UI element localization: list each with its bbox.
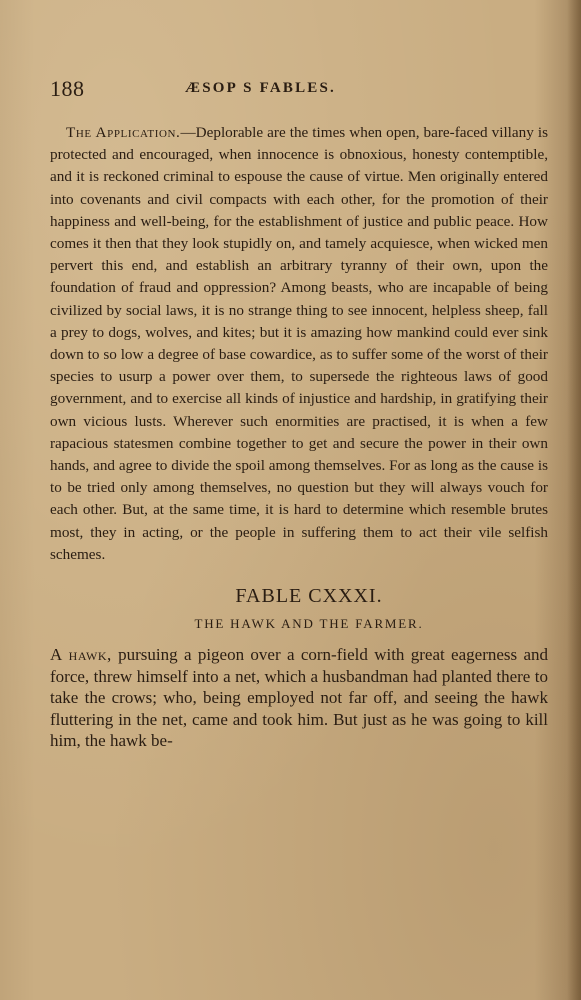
fable-lead: A hawk, [50, 645, 112, 665]
running-head [50, 76, 548, 106]
application-text: —Deplorable are the times when open, bare-faced villany is protected and encouraged, when innocence is obnoxious, honesty contemptible, and it is reckoned criminal to espouse the cause of virtue. Men originally entered into covenants and civil compacts with each other, for the promotion of their happiness and well-being, for the establishment of justice and public peace. How comes it then that they look stupidly on, and tamely acquiesce, when wicked men pervert this end, and establish an arbitrary tyranny of their own, upon the foundation of fraud and oppression? Among beasts, who are incapable of being civilized by social laws, it is no strange thing to see innocent, helpless sheep, fall a prey to dogs, wolves, and kites; but it is amazing how mankind could ever sink down to so low a degree of base cowardice, as to suffer some of the worst of their species to usurp a power over them, to supersede the righteous laws of good government, and to exercise all kinds of injustice and hardship, in gratifying their own vicious lusts. Wherever such enormities are practised, it is when a few rapacious statesmen combine together to get and secure the power in their own hands, and agree to divide the spoil among themselves. For as long as the cause is to be tried only among themselves, no question but they will always vouch for each other. But, at the same time, it is hard to determine which resemble brutes most, they in acting, or the people in suffering them to act their vile selfish schemes. [50, 124, 548, 563]
application-lead: The Application. [66, 124, 181, 141]
fable-text: pursuing a pigeon over a corn-field with great eagerness and force, threw himself into a net, which a husbandman had planted there to take the crows; who, being employed not far off, and seeing the hawk fluttering in the net, came and took him. But just as he was going to kill him, the hawk be- [50, 645, 549, 751]
fable-number: FABLE CXXXI. [235, 585, 383, 608]
page-edge-shadow [567, 0, 581, 1000]
fable-paragraph [50, 644, 548, 752]
running-title: ÆSOP S FABLES. [185, 80, 336, 96]
page-number: 188 [50, 76, 85, 101]
book-page [50, 76, 548, 752]
fable-title: THE HAWK AND THE FARMER. [194, 616, 424, 632]
application-paragraph [50, 122, 548, 566]
